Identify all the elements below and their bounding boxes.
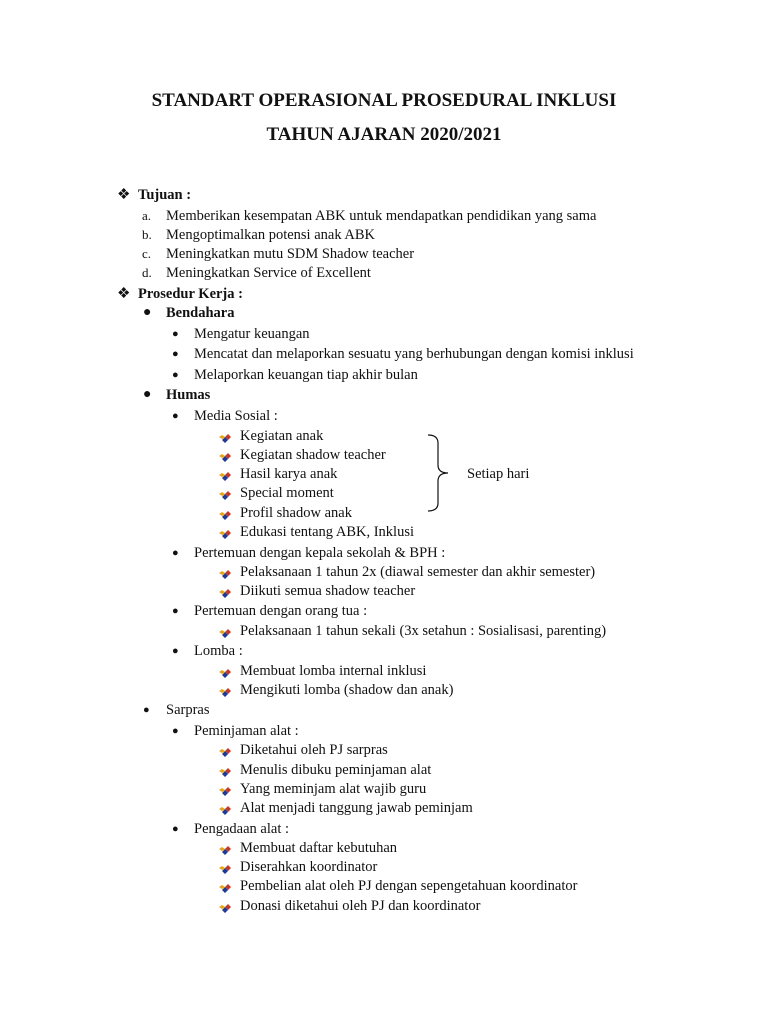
arrow-bullet-icon bbox=[218, 487, 232, 501]
arrow-bullet-icon bbox=[218, 764, 232, 778]
bendahara-item: Mengatur keuangan bbox=[194, 326, 310, 342]
pengadaan-label: Pengadaan alat : bbox=[194, 821, 290, 837]
pertemuan-kepala-item: Pelaksanaan 1 tahun 2x (diawal semester dan akhir semester) bbox=[240, 564, 596, 580]
tujuan-item: Meningkatkan Service of Excellent bbox=[166, 265, 371, 281]
small-circle-bullet-icon: ● bbox=[172, 547, 179, 559]
media-sosial-item: Kegiatan shadow teacher bbox=[240, 447, 386, 463]
media-sosial-item: Kegiatan anak bbox=[240, 428, 324, 444]
list-marker: c. bbox=[142, 246, 152, 261]
document-title: STANDART OPERASIONAL PROSEDURAL INKLUSI bbox=[151, 90, 617, 111]
pertemuan-kepala-label: Pertemuan dengan kepala sekolah & BPH : bbox=[194, 545, 446, 561]
arrow-bullet-icon bbox=[218, 684, 232, 698]
bendahara-item: Melaporkan keuangan tiap akhir bulan bbox=[194, 367, 418, 383]
arrow-bullet-icon bbox=[218, 468, 232, 482]
diamond-bullet-icon: ❖ bbox=[117, 286, 131, 302]
peminjaman-label: Peminjaman alat : bbox=[194, 723, 299, 739]
peminjaman-item: Menulis dibuku peminjaman alat bbox=[240, 762, 432, 778]
humas-heading: Humas bbox=[166, 387, 211, 403]
arrow-bullet-icon bbox=[218, 625, 232, 639]
document-subtitle: TAHUN AJARAN 2020/2021 bbox=[266, 124, 502, 145]
bendahara-heading: Bendahara bbox=[166, 305, 235, 321]
arrow-bullet-icon bbox=[218, 744, 232, 758]
arrow-bullet-icon bbox=[218, 802, 232, 816]
arrow-bullet-icon bbox=[218, 665, 232, 679]
tujuan-item: Memberikan kesempatan ABK untuk mendapatkan pendidikan yang sama bbox=[166, 208, 597, 224]
pengadaan-item: Donasi diketahui oleh PJ dan koordinator bbox=[240, 898, 481, 914]
bendahara-item: Mencatat dan melaporkan sesuatu yang berhubungan dengan komisi inklusi bbox=[194, 346, 634, 362]
pertemuan-ortu-item: Pelaksanaan 1 tahun sekali (3x setahun : Sosialisasi, parenting) bbox=[240, 623, 607, 639]
tujuan-item: Mengoptimalkan potensi anak ABK bbox=[166, 227, 376, 243]
media-sosial-label: Media Sosial : bbox=[194, 408, 278, 424]
list-marker: b. bbox=[142, 227, 152, 242]
prosedur-heading: Prosedur Kerja : bbox=[138, 286, 243, 302]
media-sosial-item: Profil shadow anak bbox=[240, 505, 352, 521]
brace-note: Setiap hari bbox=[467, 466, 530, 482]
lomba-item: Membuat lomba internal inklusi bbox=[240, 663, 427, 679]
arrow-bullet-icon bbox=[218, 507, 232, 521]
arrow-bullet-icon bbox=[218, 566, 232, 580]
arrow-bullet-icon bbox=[218, 842, 232, 856]
tujuan-item: Meningkatkan mutu SDM Shadow teacher bbox=[166, 246, 415, 262]
small-circle-bullet-icon: ● bbox=[143, 704, 150, 716]
tujuan-heading: Tujuan : bbox=[138, 187, 192, 203]
arrow-bullet-icon bbox=[218, 526, 232, 540]
small-circle-bullet-icon: ● bbox=[172, 823, 179, 835]
pertemuan-ortu-label: Pertemuan dengan orang tua : bbox=[194, 603, 368, 619]
media-sosial-item: Special moment bbox=[240, 485, 334, 501]
arrow-bullet-icon bbox=[218, 783, 232, 797]
media-sosial-item: Edukasi tentang ABK, Inklusi bbox=[240, 524, 414, 540]
list-marker: a. bbox=[142, 208, 152, 223]
diamond-bullet-icon: ❖ bbox=[117, 187, 131, 203]
list-marker: d. bbox=[142, 265, 152, 280]
lomba-label: Lomba : bbox=[194, 643, 243, 659]
small-circle-bullet-icon: ● bbox=[172, 725, 179, 737]
sarpras-heading: Sarpras bbox=[166, 702, 210, 718]
arrow-bullet-icon bbox=[218, 449, 232, 463]
pertemuan-kepala-item: Diikuti semua shadow teacher bbox=[240, 583, 416, 599]
peminjaman-item: Diketahui oleh PJ sarpras bbox=[240, 742, 388, 758]
small-circle-bullet-icon: ● bbox=[172, 410, 179, 422]
peminjaman-item: Yang meminjam alat wajib guru bbox=[240, 781, 427, 797]
lomba-item: Mengikuti lomba (shadow dan anak) bbox=[240, 682, 454, 698]
right-curly-brace bbox=[426, 433, 456, 513]
arrow-bullet-icon bbox=[218, 430, 232, 444]
pengadaan-item: Diserahkan koordinator bbox=[240, 859, 378, 875]
filled-circle-bullet-icon: ● bbox=[143, 387, 152, 402]
media-sosial-item: Hasil karya anak bbox=[240, 466, 338, 482]
small-circle-bullet-icon: ● bbox=[172, 328, 179, 340]
small-circle-bullet-icon: ● bbox=[172, 369, 179, 381]
arrow-bullet-icon bbox=[218, 880, 232, 894]
peminjaman-item: Alat menjadi tanggung jawab peminjam bbox=[240, 800, 473, 816]
small-circle-bullet-icon: ● bbox=[172, 348, 179, 360]
arrow-bullet-icon bbox=[218, 585, 232, 599]
small-circle-bullet-icon: ● bbox=[172, 605, 179, 617]
small-circle-bullet-icon: ● bbox=[172, 645, 179, 657]
pengadaan-item: Membuat daftar kebutuhan bbox=[240, 840, 398, 856]
arrow-bullet-icon bbox=[218, 861, 232, 875]
filled-circle-bullet-icon: ● bbox=[143, 305, 152, 320]
arrow-bullet-icon bbox=[218, 900, 232, 914]
pengadaan-item: Pembelian alat oleh PJ dengan sepengetahuan koordinator bbox=[240, 878, 578, 894]
